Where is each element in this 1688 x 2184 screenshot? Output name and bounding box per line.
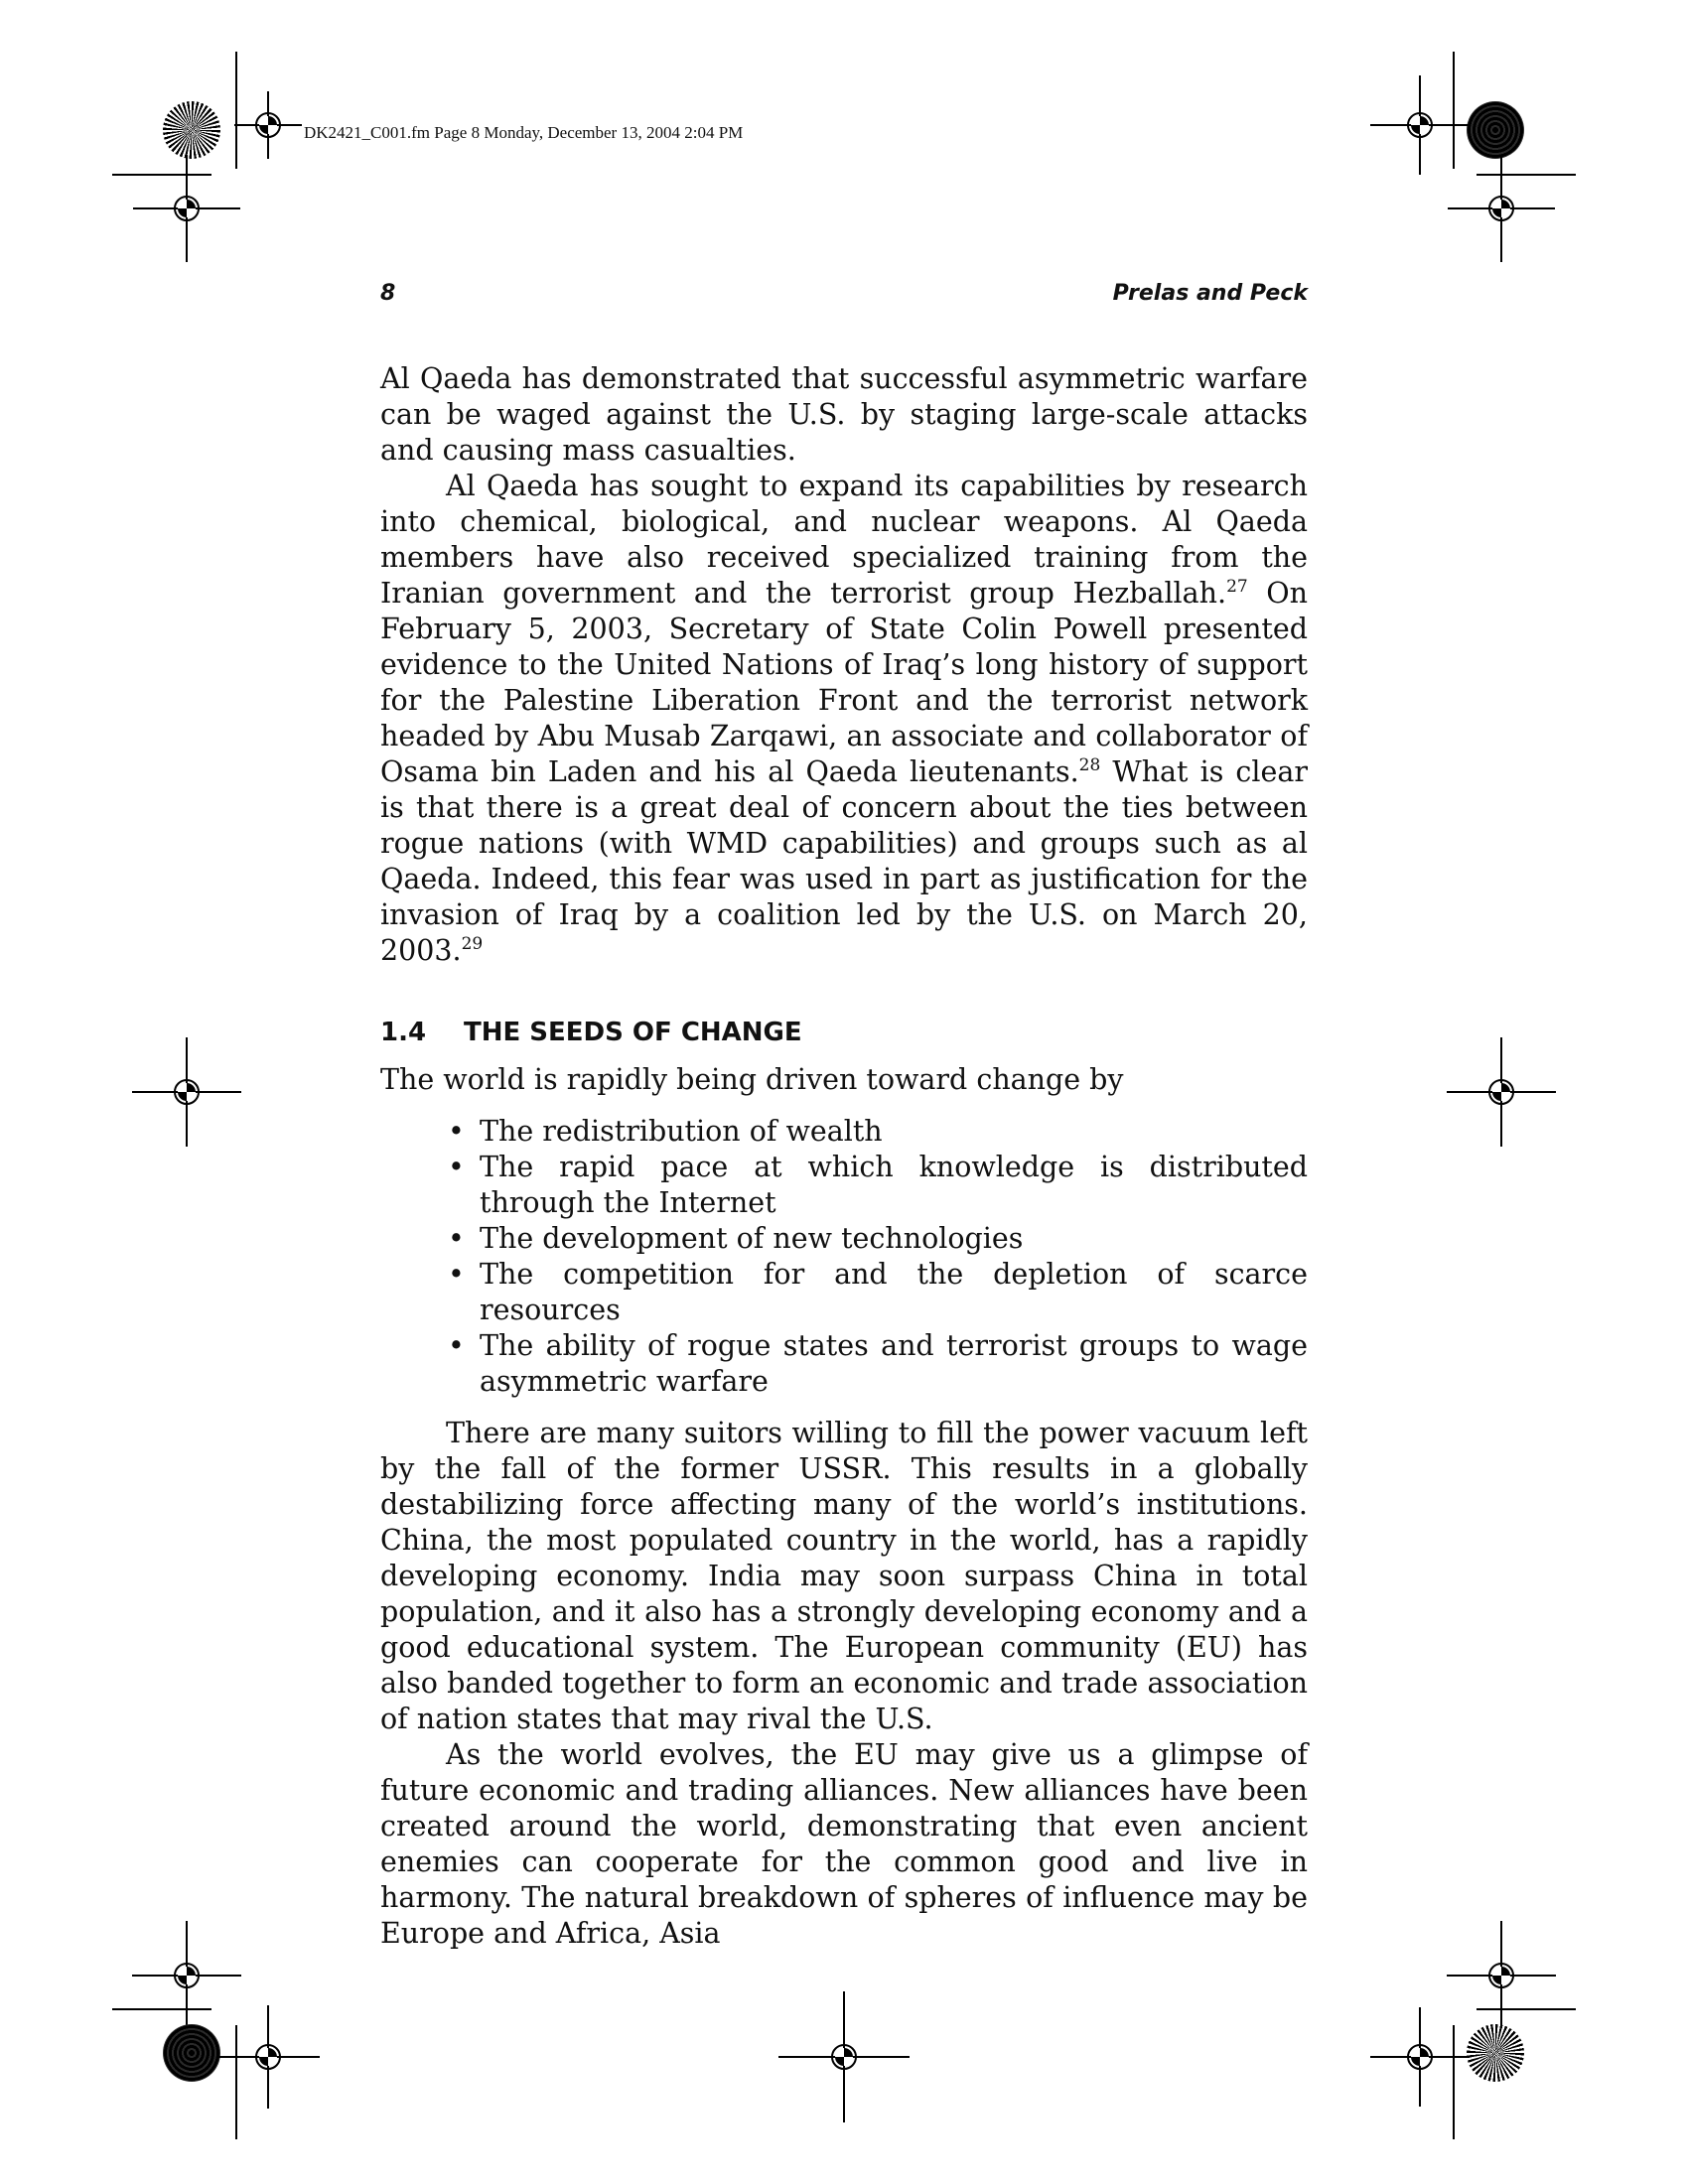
- list-item: • The competition for and the depletion of scarce resources: [480, 1257, 1308, 1328]
- crosshair-fill: [1411, 116, 1429, 134]
- sunburst-mark: [163, 101, 220, 159]
- crosshair-fill: [1492, 1083, 1510, 1101]
- trim-line: [235, 52, 237, 169]
- crosshair-fill: [259, 116, 277, 134]
- file-slug-line: DK2421_C001.fm Page 8 Monday, December 13, 2004 2:04 PM: [304, 123, 744, 142]
- text-run: Al Qaeda has sought to expand its capabilities by research into chemical, biological, and nuclear weapons. Al Qaeda members have also received specialized training from the Iranian government and the terrorist group Hezballah.: [380, 470, 1308, 610]
- section-heading: [380, 1013, 1308, 1052]
- crosshair-fill: [259, 2048, 277, 2066]
- crosshair-fill: [835, 2048, 853, 2066]
- page-number: 8: [380, 281, 396, 306]
- trim-line: [112, 174, 211, 176]
- trim-line: [235, 2025, 237, 2139]
- sunburst-mark: [1467, 2024, 1524, 2082]
- paragraph: There are many suitors willing to fill the power vacuum left by the fall of the former USSR. This results in a globally destabilizing force affecting many of the world’s institutions. China, the most populated country in the world, has a rapidly developing economy. India may soon surpass China in total population, and it also has a strongly developing economy and a good educational system. The European community (EU) has also banded together to form an economic and trade association of nation states that may rival the U.S.: [380, 1417, 1308, 1735]
- crosshair-fill: [1492, 200, 1510, 217]
- footnote-ref: 29: [461, 934, 484, 954]
- concentric-disc-mark: [1467, 101, 1524, 159]
- text-run: What is clear is that there is a great deal of concern about the ties between rogue nations (with WMD capabilities) and groups such as al Qaeda. Indeed, this fear was used in part as justification for the invasion of Iraq by a coalition led by the U.S. on March 20, 2003.: [380, 755, 1308, 967]
- footnote-ref: 28: [1078, 755, 1101, 775]
- list-item: • The rapid pace at which knowledge is distributed through the Internet: [480, 1150, 1308, 1221]
- section-number: 1.4: [380, 1018, 427, 1047]
- trim-line: [1477, 174, 1576, 176]
- trim-line: [112, 2008, 211, 2010]
- bullet-list: [380, 1114, 1308, 1400]
- crosshair-fill: [178, 1967, 196, 1984]
- footnote-ref: 27: [1226, 577, 1248, 597]
- section-title: THE SEEDS OF CHANGE: [464, 1018, 802, 1047]
- trim-line: [1477, 2008, 1576, 2010]
- crosshair-fill: [178, 200, 196, 217]
- concentric-disc-mark: [163, 2024, 220, 2082]
- text-run: On February 5, 2003, Secretary of State Colin Powell presented evidence to the United Nations of Iraq’s long history of support for the Palestine Liberation Front and the terrorist network headed by Abu Musab Zarqawi, an associate and collaborator of Osama bin Laden and his al Qaeda lieutenants.: [380, 577, 1309, 788]
- crosshair-fill: [178, 1083, 196, 1101]
- list-item: • The development of new technologies: [480, 1221, 1308, 1257]
- body-text: [380, 361, 1308, 1952]
- list-item: • The ability of rogue states and terrorist groups to wage asymmetric warfare: [480, 1328, 1308, 1400]
- running-head: [380, 281, 1308, 313]
- crosshair-fill: [1411, 2048, 1429, 2066]
- trim-line: [1453, 52, 1455, 169]
- trim-line: [1453, 2025, 1455, 2139]
- paragraph: Al Qaeda has demonstrated that successful asymmetric warfare can be waged against the U.S. by staging large-scale attacks and causing mass casualties.: [380, 362, 1308, 467]
- running-head-authors: Prelas and Peck: [1112, 281, 1308, 306]
- crosshair-fill: [1492, 1967, 1510, 1984]
- list-intro: The world is rapidly being driven toward change by: [380, 1063, 1124, 1096]
- paragraph: [380, 469, 1308, 969]
- paragraph: As the world evolves, the EU may give us a glimpse of future economic and trading alliances. New alliances have been created around the world, demonstrating that even ancient enemies can cooperate for the common good and live in harmony. The natural breakdown of spheres of influence may be Europe and Africa, Asia: [380, 1738, 1308, 1950]
- list-item: • The redistribution of wealth: [480, 1114, 1308, 1150]
